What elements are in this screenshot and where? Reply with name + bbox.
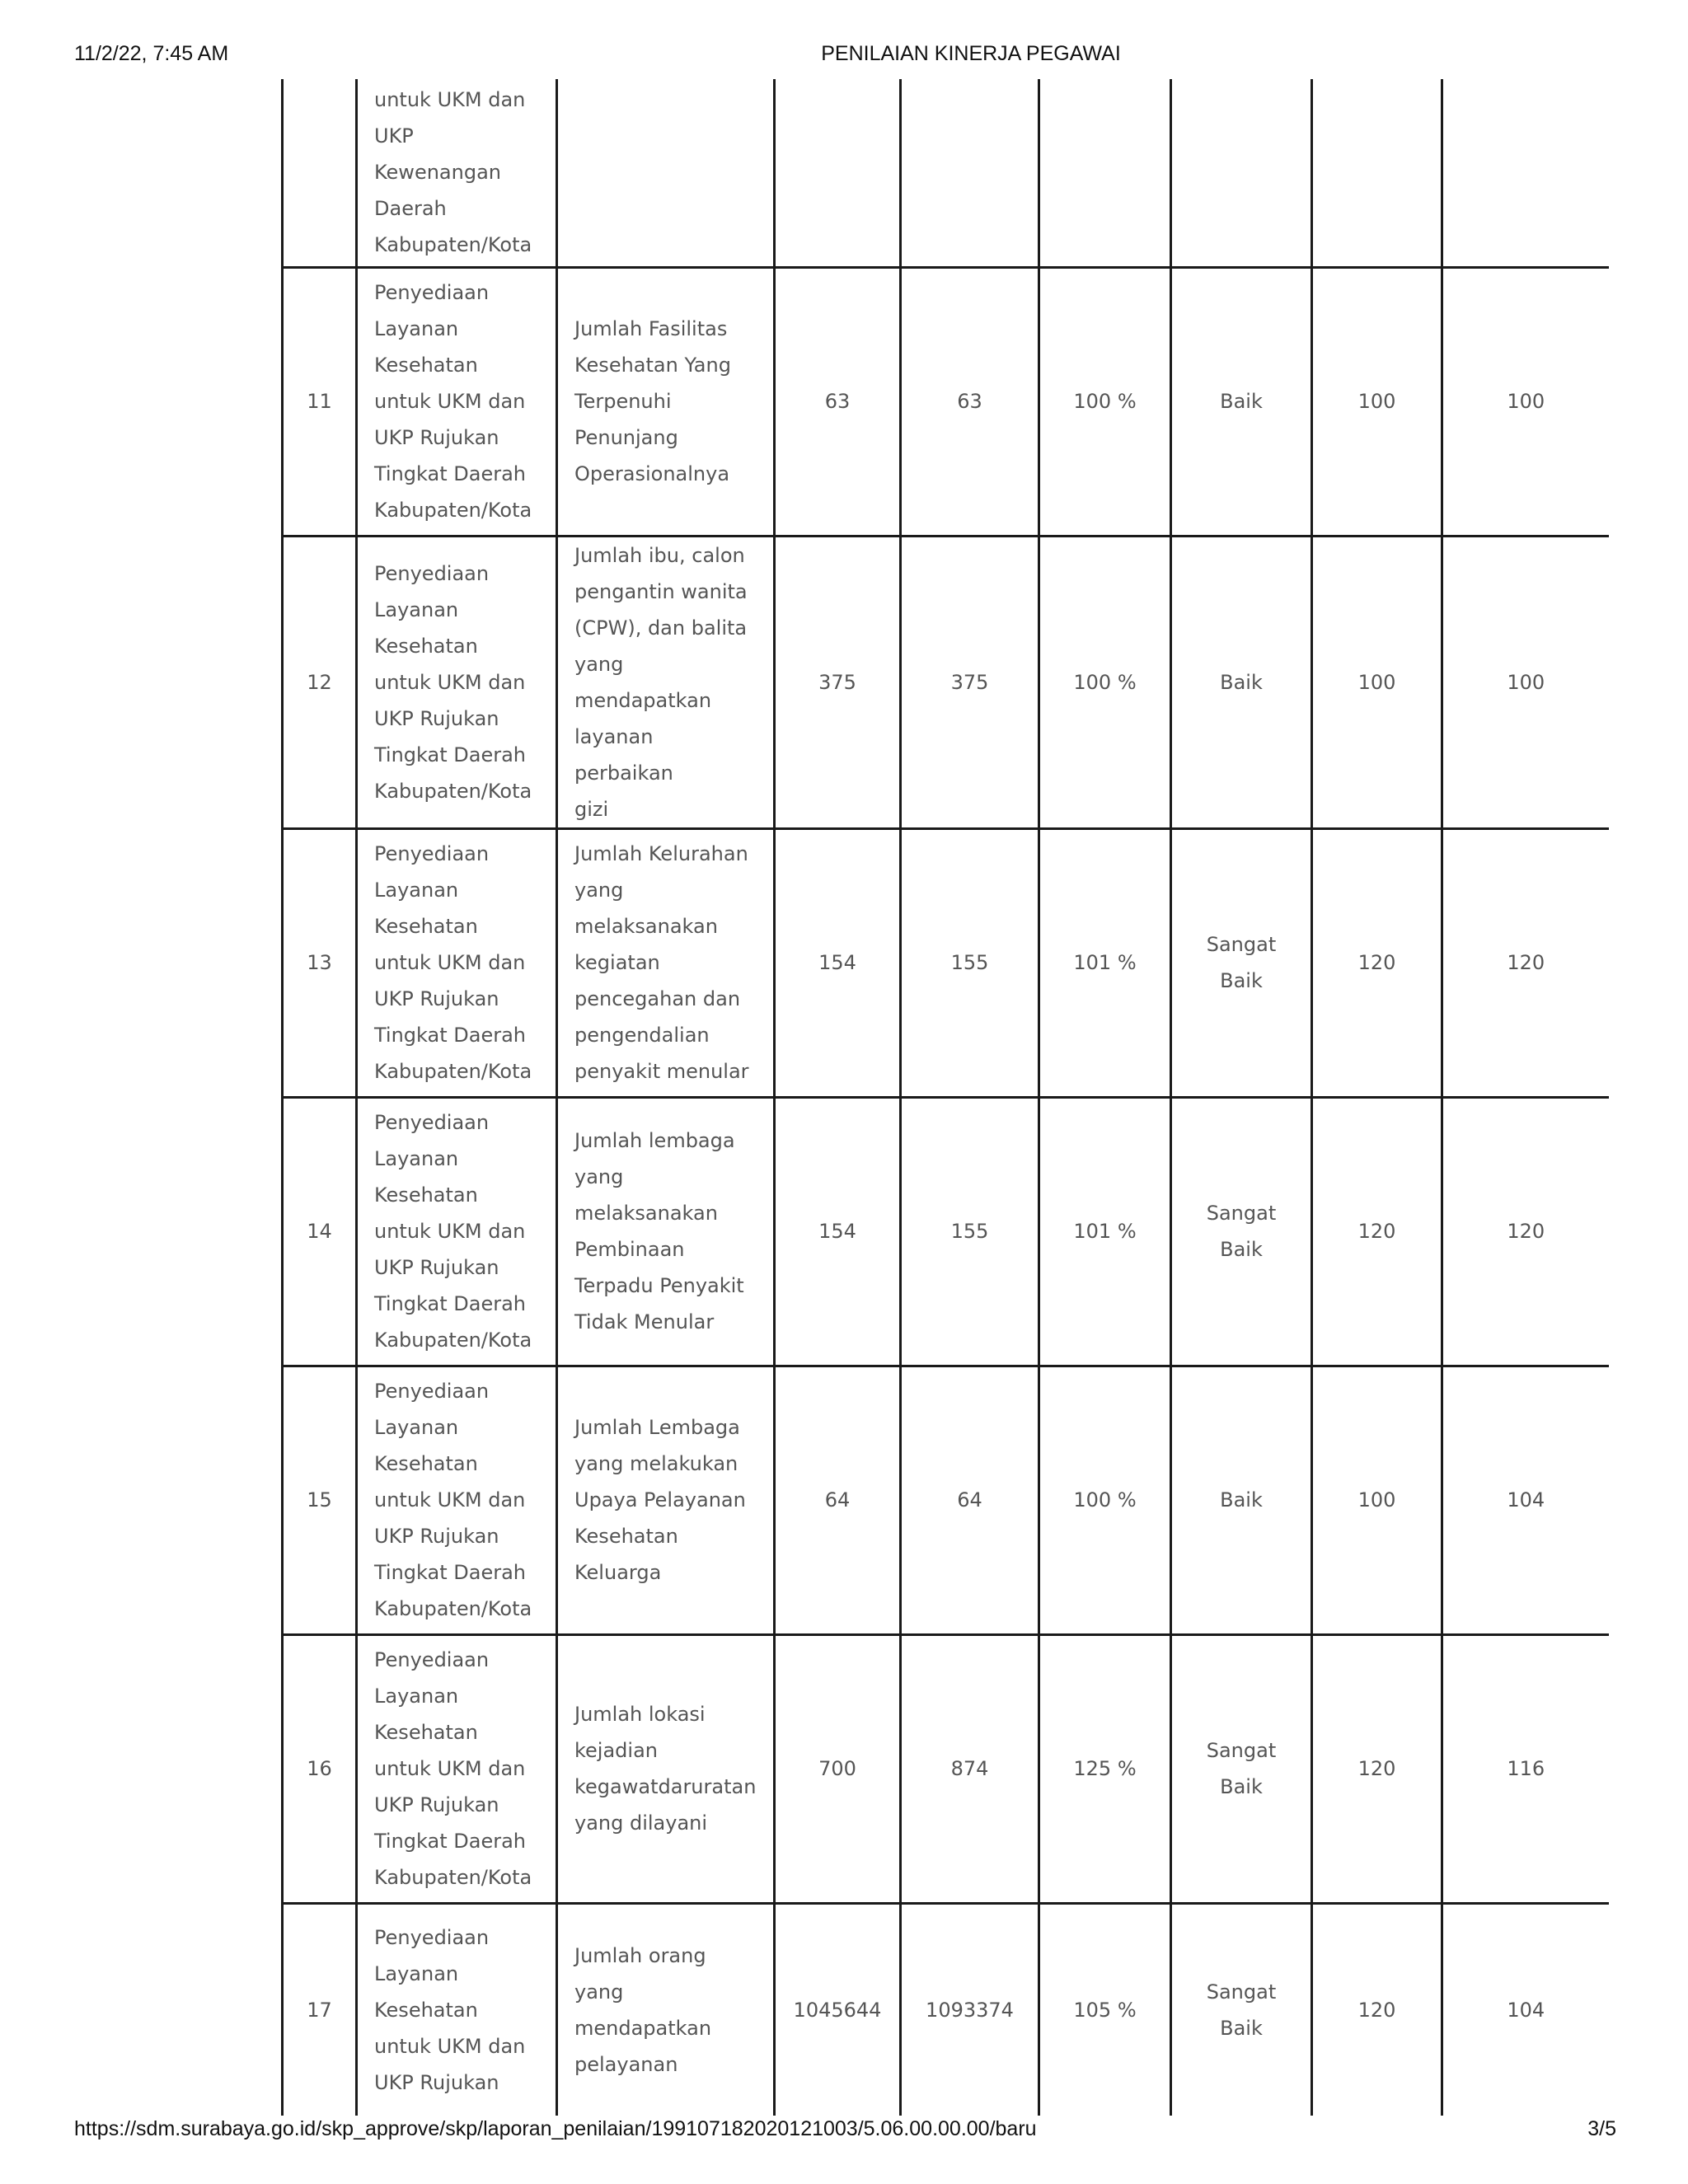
table-row [283, 1097, 1609, 1366]
cell-no: 15 [283, 1366, 357, 1634]
cell-capaian [1039, 79, 1171, 267]
cell-nilai-akhir: 100 [1442, 536, 1609, 828]
table-row [283, 1366, 1609, 1634]
cell-nilai: 100 [1312, 267, 1442, 536]
cell-nilai: 120 [1312, 1903, 1442, 2116]
cell-nilai: 120 [1312, 828, 1442, 1097]
cell-nilai: 100 [1312, 536, 1442, 828]
cell-kategori: Sangat Baik [1171, 1634, 1312, 1903]
cell-nilai-akhir: 104 [1442, 1366, 1609, 1634]
cell-kategori: Baik [1171, 536, 1312, 828]
cell-nilai-akhir: 120 [1442, 828, 1609, 1097]
cell-realisasi: 155 [901, 828, 1039, 1097]
cell-nilai: 120 [1312, 1634, 1442, 1903]
cell-target: 1045644 [775, 1903, 901, 2116]
table-row [283, 828, 1609, 1097]
page-url: https://sdm.surabaya.go.id/skp_approve/skp/laporan_penilaian/199107182020121003/5.06.00.00.00/baru [74, 2117, 1037, 2140]
cell-target: 154 [775, 1097, 901, 1366]
cell-capaian: 105 % [1039, 1903, 1171, 2116]
cell-kegiatan: Penyediaan Layanan Kesehatan untuk UKM dan UKP Rujukan Tingkat Daerah Kabupaten/Kota [357, 1366, 557, 1634]
cell-target: 700 [775, 1634, 901, 1903]
cell-realisasi [901, 79, 1039, 267]
cell-no: 12 [283, 536, 357, 828]
cell-no: 16 [283, 1634, 357, 1903]
cell-capaian: 100 % [1039, 1366, 1171, 1634]
cell-indikator: Jumlah Lembaga yang melakukan Upaya Pelayanan Kesehatan Keluarga [557, 1366, 775, 1634]
cell-indikator [557, 79, 775, 267]
cell-kategori [1171, 79, 1312, 267]
cell-realisasi: 155 [901, 1097, 1039, 1366]
cell-realisasi: 375 [901, 536, 1039, 828]
cell-target: 63 [775, 267, 901, 536]
cell-indikator: Jumlah ibu, calon pengantin wanita (CPW), dan balita yang mendapatkan layanan perbaikan gizi [557, 536, 775, 828]
cell-target: 154 [775, 828, 901, 1097]
cell-kategori: Sangat Baik [1171, 1903, 1312, 2116]
cell-realisasi: 64 [901, 1366, 1039, 1634]
cell-target [775, 79, 901, 267]
cell-capaian: 100 % [1039, 267, 1171, 536]
cell-nilai-akhir: 116 [1442, 1634, 1609, 1903]
cell-indikator: Jumlah lokasi kejadian kegawatdaruratan yang dilayani [557, 1634, 775, 1903]
cell-capaian: 101 % [1039, 828, 1171, 1097]
cell-nilai [1312, 79, 1442, 267]
cell-realisasi: 63 [901, 267, 1039, 536]
cell-kegiatan: Penyediaan Layanan Kesehatan untuk UKM dan UKP Rujukan Tingkat Daerah Kabupaten/Kota [357, 1097, 557, 1366]
table-row [283, 536, 1609, 828]
cell-kegiatan: Penyediaan Layanan Kesehatan untuk UKM dan UKP Rujukan Tingkat Daerah Kabupaten/Kota [357, 828, 557, 1097]
cell-target: 375 [775, 536, 901, 828]
cell-capaian: 100 % [1039, 536, 1171, 828]
cell-kegiatan: Penyediaan Layanan Kesehatan untuk UKM dan UKP Rujukan Tingkat Daerah Kabupaten/Kota [357, 1634, 557, 1903]
cell-capaian: 125 % [1039, 1634, 1171, 1903]
cell-no: 17 [283, 1903, 357, 2116]
table-row [283, 1634, 1609, 1903]
cell-no: 13 [283, 828, 357, 1097]
cell-kategori: Baik [1171, 1366, 1312, 1634]
cell-kegiatan: Penyediaan Layanan Kesehatan untuk UKM dan UKP Rujukan [357, 1903, 557, 2116]
cell-kategori: Baik [1171, 267, 1312, 536]
cell-target: 64 [775, 1366, 901, 1634]
cell-kategori: Sangat Baik [1171, 828, 1312, 1097]
cell-kategori: Sangat Baik [1171, 1097, 1312, 1366]
cell-nilai-akhir: 120 [1442, 1097, 1609, 1366]
cell-nilai: 120 [1312, 1097, 1442, 1366]
cell-nilai-akhir: 104 [1507, 1998, 1545, 2022]
print-datetime: 11/2/22, 7:45 AM [74, 42, 229, 65]
cell-kegiatan: Penyediaan Layanan Kesehatan untuk UKM dan UKP Rujukan Tingkat Daerah Kabupaten/Kota [357, 536, 557, 828]
page-title: PENILAIAN KINERJA PEGAWAI [821, 42, 1121, 65]
cell-nilai: 100 [1312, 1366, 1442, 1634]
cell-indikator: Jumlah orang yang mendapatkan pelayanan [557, 1903, 775, 2116]
cell-nilai-akhir: 100 [1442, 267, 1609, 536]
cell-no [283, 79, 357, 267]
cell-kegiatan: Penyediaan Layanan Kesehatan untuk UKM dan UKP Rujukan Tingkat Daerah Kabupaten/Kota [357, 267, 557, 536]
cell-no: 14 [283, 1097, 357, 1366]
cell-realisasi: 874 [901, 1634, 1039, 1903]
cell-nilai-akhir [1442, 79, 1609, 267]
cell-kegiatan: untuk UKM dan UKP Kewenangan Daerah Kabupaten/Kota [357, 79, 557, 267]
performance-table [281, 79, 1609, 2116]
cell-indikator: Jumlah lembaga yang melaksanakan Pembinaan Terpadu Penyakit Tidak Menular [557, 1097, 775, 1366]
cell-indikator: Jumlah Kelurahan yang melaksanakan kegiatan pencegahan dan pengendalian penyakit menular [557, 828, 775, 1097]
table-row [283, 1903, 1609, 2116]
cell-no: 11 [283, 267, 357, 536]
cell-indikator: Jumlah Fasilitas Kesehatan Yang Terpenuhi Penunjang Operasionalnya [557, 267, 775, 536]
table-row [283, 267, 1609, 536]
table-row-continued [283, 79, 1609, 267]
page-number: 3/5 [1587, 2117, 1616, 2140]
cell-realisasi: 1093374 [901, 1903, 1039, 2116]
cell-capaian: 101 % [1039, 1097, 1171, 1366]
